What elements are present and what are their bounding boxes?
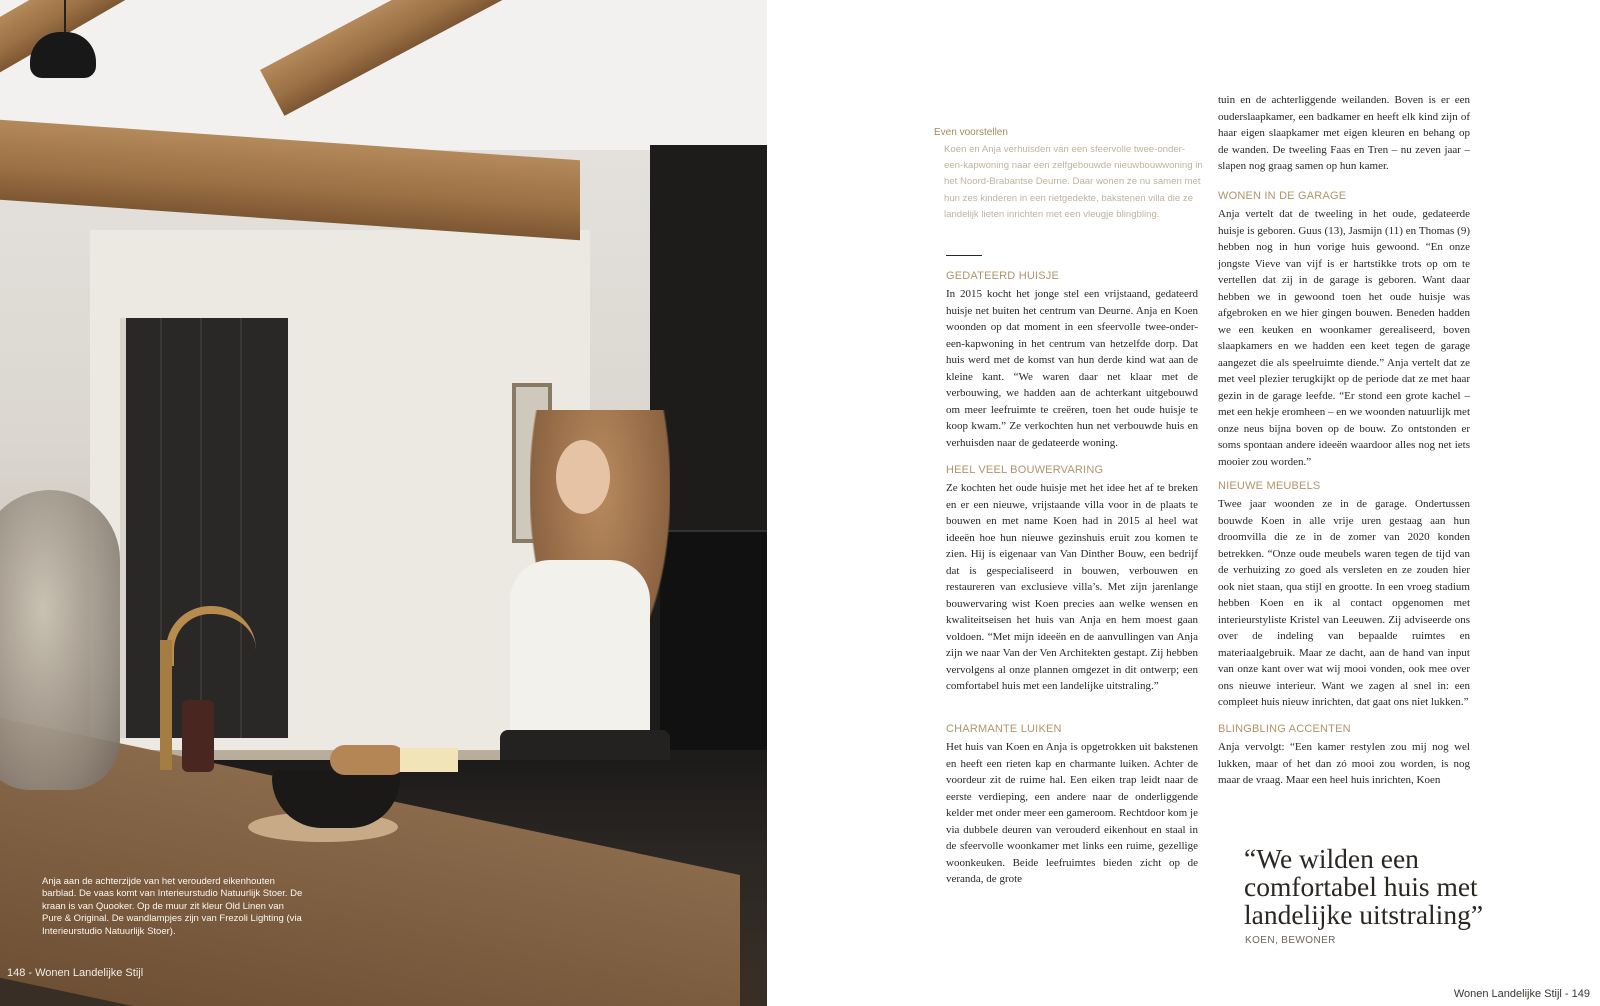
brass-tap-stem: [160, 640, 172, 770]
body-text: Anja vervolgt: “Een kamer restylen zou mij nog wel lukken, maar of het dan zó mooi zou worden, is nog maar de vraag. Maar een heel huis inrichten, Koen: [1218, 741, 1470, 786]
bread: [330, 745, 406, 775]
kitchen-photo: [0, 0, 767, 1006]
body-text: Anja vertelt dat de tweeling in het oude, gedateerde huisje is geboren. Guus (13), Jasmijn (11) en Thomas (9) hebben nog in hun vorige huis gewoond. “En onze jongste Vieve van vijf is er hartstikke trots op om te vertellen dat zij in de garage is geboren. Want daar hebben we in gewoond toen het oude huisje was afgebroken en we hier gingen bouwen. Beneden hadden we een keuken en woonkamer gerealiseerd, boven slaapkamers en we hadden een keet tegen de garage aangezet die als speelruimte diende.” Anja vertelt dat ze met veel plezier terugkijkt op de periode dat ze met haar gezin in de garage leefde. “Er stond een grote kachel – met een hekje eromheen – en we woonden natuurlijk met onze neus bijna boven op de bouw. Zo ontstonden er soms spontaan andere ideeën waardoor alles nog net iets mooier zou worden.”: [1218, 208, 1470, 468]
oven: [660, 530, 767, 750]
section-heading: WONEN IN DE GARAGE: [1218, 190, 1347, 202]
body-text: tuin en de achterliggende weilanden. Boven is er een ouderslaapkamer, een badkamer en heeft elk kind zijn of haar eigen slaapkamer met eigen kleuren en behang op de wanden. De tweeling Faas en Tren – nu zeven jaar – slapen nog graag samen op hun kamer.: [1218, 94, 1470, 172]
dark-door: [120, 318, 288, 738]
glass-vase: [0, 490, 120, 790]
body-text: In 2015 kocht het jonge stel een vrijstaand, gedateerd huisje net buiten het centrum van Deurne. Anja en Koen woonden op dat moment in een sfeervolle twee-onder-een-kapwoning in het centrum van hetzelfde dorp. Dat huis werd met de komst van hun derde kind wat aan de kleine kant. “We waren daar net klaar met de verbouwing, we hadden aan de achterkant uitgebouwd om meer leefruimte te creëren, toen het oude huisje te koop kwam.” Ze verkochten hun net verbouwde huis en verhuisden naar de gedateerde woning.: [946, 288, 1198, 449]
section-heading: BLINGBLING ACCENTEN: [1218, 723, 1351, 735]
soap-bottle: [182, 700, 214, 772]
pendant-lamp-icon: [30, 32, 96, 78]
folio-left: 148 - Wonen Landelijke Stijl: [7, 967, 144, 979]
folio-right: Wonen Landelijke Stijl - 149: [1453, 988, 1590, 1000]
woman-face: [556, 440, 610, 514]
butter: [400, 748, 458, 772]
body-text: Ze kochten het oude huisje met het idee het af te breken en er een nieuwe, vrijstaande villa voor in de plaats te bouwen en met name Koen had in 2015 al heel wat ideeën hoe hun nieuwe gezinshuis eruit zou komen te zien. Hij is eigenaar van Van Dinther Bouw, een bedrijf dat is gespecialiseerd in bouwen, verbouwen en restaureren van exclusieve villa’s. Met zijn jarenlange bouwervaring wist Koen precies aan welke wensen en kwaliteitseisen het huis van Anja en hem moest gaan voldoen. “Met mijn ideeën en de aanvullingen van Anja zijn we naar Van der Ven Architekten gestapt. Zij hebben vervolgens al onze plannen omgezet in dit ontwerp; een comfortabel huis met een landelijke uitstraling.”: [946, 482, 1198, 692]
intro-label: Even voorstellen: [934, 127, 1008, 138]
quote-attribution: KOEN, BEWONER: [1245, 935, 1336, 946]
woman-top: [510, 560, 650, 740]
body-text: Twee jaar woonden ze in de garage. Ondertussen bouwde Koen in alle vrije uren gestaag aan hun droomvilla die ze in de zomer van 2020 konden betrekken. “Onze oude meubels waren tegen de tijd van de verhuizing zo goed als versleten en ze zouden hier ook niet staan, qua stijl en grootte. In een vroeg stadium hebben Koen en ik al contact opgenomen met interieurstyliste Kristel van Leeuwen. Zij adviseerde ons over de indeling van bepaalde ruimtes en materiaalgebruik. Maar ze dacht, aan de hand van input van onze kant over wat wij mooi vonden, ook mee over ons nieuwe interieur. Want we zagen al snel in: een compleet huis nieuw inrichten, dat gaat ons niet lukken.”: [1218, 498, 1470, 708]
intro-text: Koen en Anja verhuisden van een sfeervolle twee-onder-een-kapwoning naar een zelfgebouwde nieuwbouwwoning in het Noord-Brabantse Deurne. Daar wonen ze nu samen met hun zes kinderen in een rietgedekte, bakstenen villa die ze landelijk lieten inrichten met een vleugje blingbling.: [944, 144, 1203, 220]
section-heading: HEEL VEEL BOUWERVARING: [946, 464, 1104, 476]
divider: [946, 255, 982, 256]
door-plank: [200, 318, 202, 738]
section-heading: NIEUWE MEUBELS: [1218, 480, 1321, 492]
door-plank: [240, 318, 242, 738]
body-text: Het huis van Koen en Anja is opgetrokken uit bakstenen en heeft een rieten kap en charmante luiken. Achter de voordeur zit de ruime hal. Een eiken trap leidt naar de eerste verdieping, een andere naar de onderliggende kelder met onder meer een gameroom. Rechtdoor kom je via dubbele deuren van verouderd eikenhout en staal in de sfeervolle woonkamer met links een ruime, gezellige woonkeuken. Beide leefruimtes bieden zicht op de veranda, de grote: [946, 741, 1198, 885]
pull-quote: “We wilden een comfortabel huis met landelijke uitstraling”: [1244, 843, 1484, 930]
section-heading: GEDATEERD HUISJE: [946, 270, 1060, 282]
photo-caption: Anja aan de achterzijde van het verouderd eikenhouten barblad. De vaas komt van Interieurstudio Natuurlijk Stoer. De kraan is van Quooker. Op de muur zit kleur Old Linen van Pure & Original. De wandlampjes zijn van Frezoli Lighting (via Interieurstudio Natuurlijk Stoer).: [42, 876, 303, 937]
section-heading: CHARMANTE LUIKEN: [946, 723, 1062, 735]
